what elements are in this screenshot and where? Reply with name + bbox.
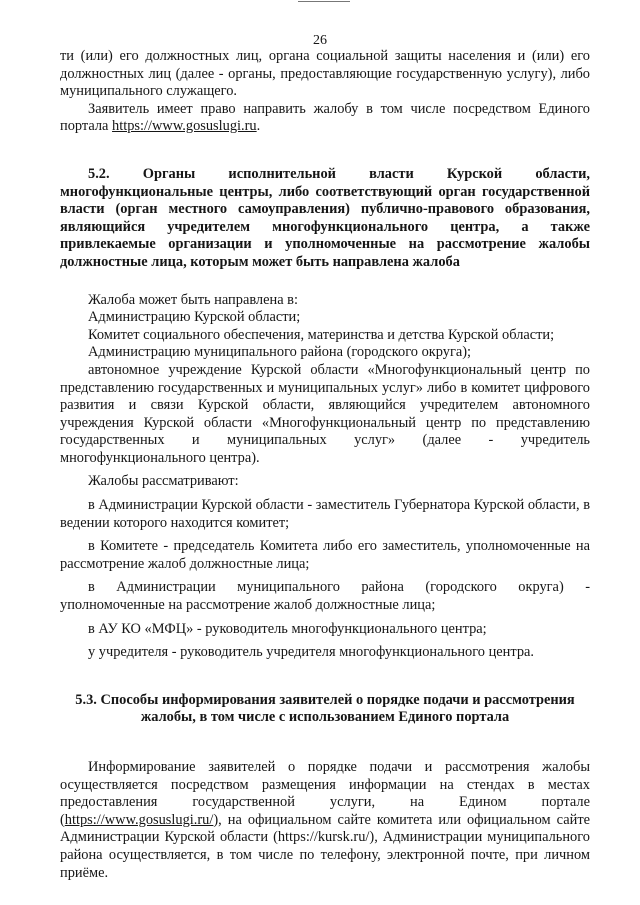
reviewer-founder: у учредителя - руководитель учредителя многофункционального центра.	[88, 644, 535, 661]
gosuslugi-link-2[interactable]: https://www.gosuslugi.ru/	[64, 811, 214, 828]
reviewer-mfc: в АУ КО «МФЦ» - руководитель многофункционального центра;	[88, 620, 487, 637]
reviewer-committee: в Комитете - председатель Комитета либо его заместитель, уполномоченные на рассмотрение жалоб должностные лица;	[60, 538, 590, 572]
info-text-start: Информирование заявителей о порядке подачи и рассмотрения жалобы осуществляется посредством размещения информации на стендах в местах предоставления государственной услуги, на Едином портале (	[60, 759, 590, 828]
complaint-target-committee: Комитет социального обеспечения, материнства и детства Курской области;	[88, 326, 555, 343]
spacer	[60, 136, 590, 166]
page-number: 26	[313, 33, 327, 48]
complaint-intro: Жалоба может быть направлена в:	[88, 291, 298, 308]
top-rule	[298, 1, 350, 2]
reviewers-intro: Жалобы рассматривают:	[88, 473, 239, 490]
reviewer-municipal: в Администрации муниципального района (городского округа) - уполномоченные на рассмотрение жалоб должностные лица;	[60, 579, 590, 614]
section-5-3-paragraph	[60, 759, 590, 882]
gosuslugi-link[interactable]: https://www.gosuslugi.ru	[112, 118, 257, 135]
complaint-target-admin: Администрацию Курской области;	[88, 309, 301, 326]
page-content	[60, 48, 590, 882]
reviewer-admin: в Администрации Курской области - заместитель Губернатора Курской области, в ведении которого находится комитет;	[60, 497, 590, 531]
section-5-3-heading: 5.3. Способы информирования заявителей о порядке подачи и рассмотрения жалобы, в том числе с использованием Единого портала	[75, 691, 575, 726]
intro-right-paragraph	[60, 101, 590, 136]
complaint-target-municipal: Администрацию муниципального района (городского округа);	[88, 344, 472, 361]
spacer	[60, 272, 590, 292]
spacer	[60, 727, 590, 759]
intro-right-text: Заявитель имеет право направить жалобу в том числе посредством Единого портала	[60, 100, 590, 135]
info-text-end: ), на официальном сайте комитета или официальном сайте Администрации Курской области (https://kursk.ru/), Администрации муниципального района осуществляется, в том числе по телефону, электронной почте, при личном приёме.	[60, 811, 590, 881]
intro-continuation: ти (или) его должностных лиц, органа социальной защиты населения и (или) его должностных лиц (далее - органы, предоставляющие государственную услугу), либо муниципального служащего.	[60, 48, 590, 100]
spacer	[60, 662, 590, 692]
intro-right-tail: .	[256, 118, 261, 135]
section-5-2-heading: 5.2. Органы исполнительной власти Курской области, многофункциональные центры, либо соответствующий орган государственной власти (орган местного самоуправления) публично-правового образования, являющийся учредителем многофункционального центра, а также привлекаемые организации и уполномоченные на рассмотрение жалобы должностные лица, которым может быть направлена жалоба	[60, 165, 590, 270]
complaint-target-mfc: автономное учреждение Курской области «Многофункциональный центр по представлению государственных и муниципальных услуг» либо в комитет цифрового развития и связи Курской области, являющийся учредителем автономного учреждения Курской области «Многофункциональный центр по представлению государственных и муниципальных услуг» (далее - учредитель многофункционального центра).	[60, 361, 590, 466]
